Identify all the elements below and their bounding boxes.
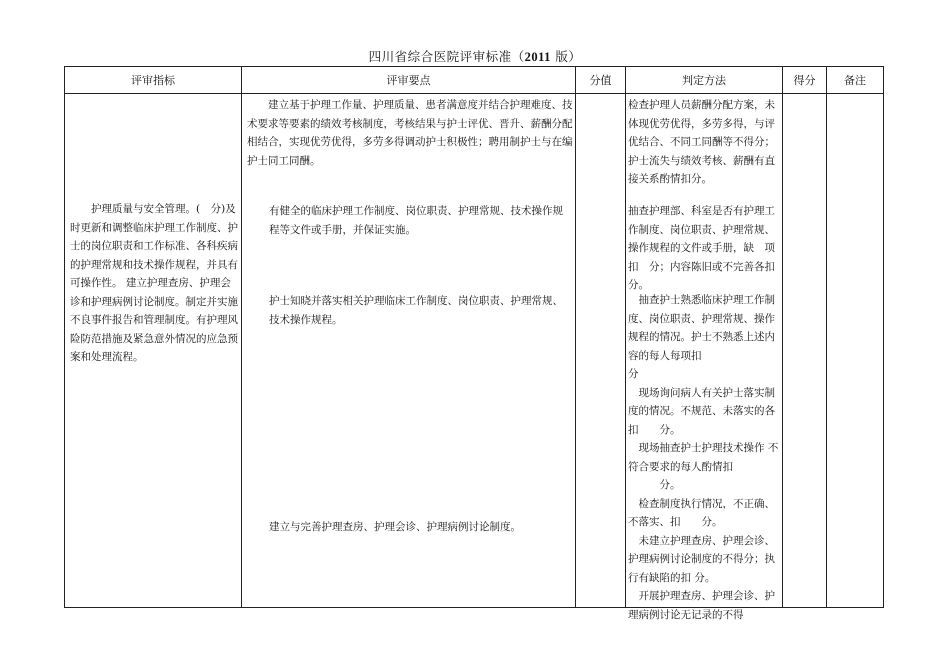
- header-score: 分值: [576, 67, 626, 94]
- method-line: 分。: [659, 479, 681, 491]
- title-prefix: 四川省综合医院评审标准（: [368, 49, 525, 64]
- indicator-cell: [65, 94, 242, 608]
- point-item: 建立基于护理工作量、护理质量、患者满意度并结合护理难度、技术要求等要素的绩效考核制度，考核结果与护士评优、晋升、薪酬分配相结合，实现优劳优得，多劳多得调动护士积极性；聘用制护士与在编护士同工同酬。: [247, 99, 573, 167]
- header-remarks: 备注: [827, 67, 884, 94]
- header-method: 判定方法: [626, 67, 783, 94]
- score-cell: [576, 94, 626, 608]
- point-item: 护士知晓并落实相关护理临床工作制度、岗位职责、护理常规、技术操作规程。: [269, 295, 563, 326]
- method-line: 检查制度执行情况，不正确、不落实、扣 分。: [628, 497, 775, 528]
- title-suffix: 版）: [550, 49, 582, 64]
- header-indicator: 评审指标: [65, 67, 242, 94]
- point-item: 建立与完善护理查房、护理会诊、护理病例讨论制度。: [269, 521, 521, 533]
- header-points: 评审要点: [242, 67, 576, 94]
- indicator-text: 护理质量与安全管理。( 分)及时更新和调整临床护理工作制度、护士的岗位职责和工作标准、各科疾病的护理常规和技术操作规程，并具有可操作性。 建立护理查房、护理会诊和护理病例讨论制度。制定并实施不良事件报告和管理制度。有护理风险防范措施及紧急意外情况的应急预案和处理流程。: [70, 203, 238, 363]
- point-item: 有健全的临床护理工作制度、岗位职责、护理常规、技术操作规程等文件或手册，并保证实施。: [269, 205, 563, 236]
- method-line: 现场询问病人有关护士落实制度的情况。不规范、未落实的各扣 分。: [628, 386, 775, 436]
- method-line: 开展护理查房、护理会诊、护理病例讨论无记录的不得: [628, 590, 775, 621]
- obtained-score-cell: [783, 94, 827, 608]
- header-row: [65, 67, 884, 94]
- standards-table: [64, 66, 884, 621]
- method-item: 检查护理人员薪酬分配方案，未体现优劳优得，多劳多得，与评优结合、不同工同酬等不得分；护士流失与绩效考核、薪酬有直接关系酌情扣分。: [628, 99, 775, 185]
- header-obtained-score: 得分: [783, 67, 827, 94]
- method-list: [628, 291, 780, 624]
- method-line: 现场抽查护士护理技术操作 不符合要求的每人酌情扣: [628, 442, 779, 473]
- remarks-cell: [827, 94, 884, 608]
- method-line: 抽查护士熟悉临床护理工作制度、岗位职责、护理常规、操作规程的情况。护士不熟悉上述内容的每人每项扣: [628, 294, 775, 362]
- method-line: 分: [628, 368, 639, 380]
- table-row: [65, 94, 884, 608]
- title-year: 2011: [524, 50, 551, 64]
- method-cell: [626, 94, 786, 621]
- document-title: [0, 47, 950, 65]
- method-item: 抽查护理部、科室是否有护理工作制度、岗位职责、护理常规、操作规程的文件或手册，缺 项扣 分；内容陈旧或不完善各扣 分。: [628, 205, 786, 291]
- method-line: 未建立护理查房、护理会诊、护理病例讨论制度的不得分；执行有缺陷的扣 分。: [628, 534, 775, 584]
- points-cell: [242, 94, 576, 608]
